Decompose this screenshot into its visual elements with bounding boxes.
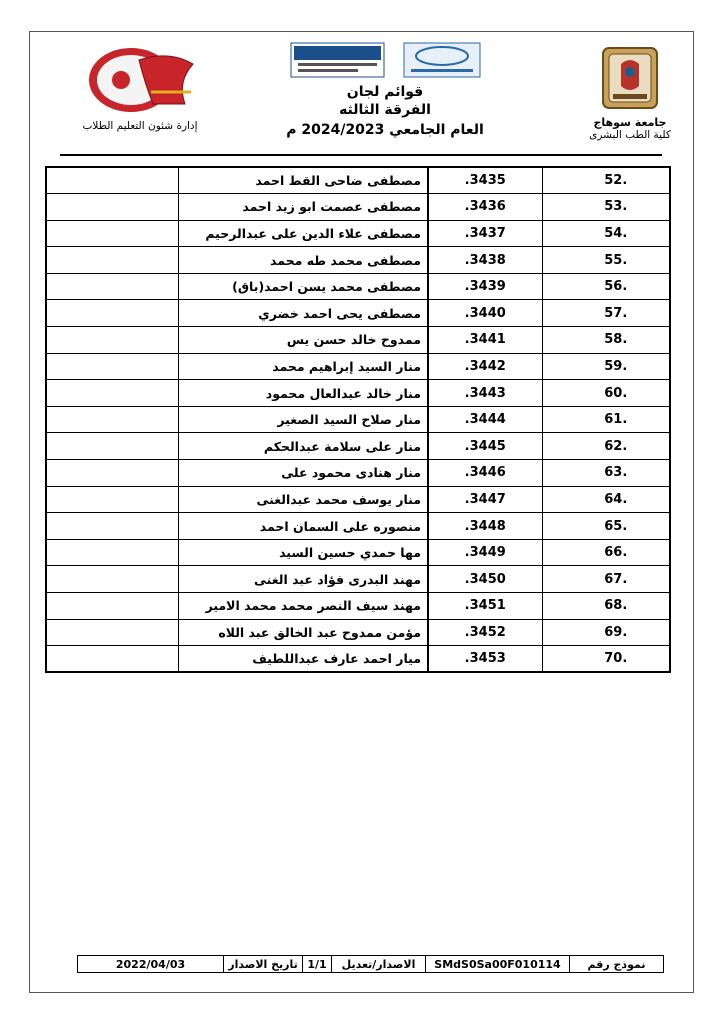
title-block [260,42,510,138]
row-number [542,406,670,433]
signature-cell [46,513,178,540]
signature-cell [46,593,178,620]
table-row [46,539,670,566]
seat-number: 3445. [428,433,542,460]
signature-cell [46,273,178,300]
row-number [542,566,670,593]
seat-number: 3435. [428,167,542,194]
signature-cell [46,460,178,487]
row-number-text: .60 [604,385,628,401]
student-name: منصوره على السمان احمد [178,513,428,540]
seat-number: 3453. [428,646,542,673]
row-number-text: .62 [604,438,628,454]
student-name: مصطفى محمد يسن احمد(باق) [178,273,428,300]
title-academic-year: العام الجامعي 2024/2023 م [286,122,484,138]
row-number [542,247,670,274]
row-number [542,167,670,194]
student-affairs-department: إدارة شئون التعليم الطلاب [82,120,198,132]
issue-date-label: تاريخ الاصدار [223,955,303,973]
student-name: مها حمدي حسين السيد [178,539,428,566]
table-row [46,167,670,194]
row-number-text: .55 [604,252,628,268]
seat-number: 3436. [428,194,542,221]
student-name: منار خالد عبدالعال محمود [178,380,428,407]
table-row [46,380,670,407]
table-row [46,327,670,354]
row-number-text: .63 [604,465,628,481]
row-number-text: .53 [604,199,628,215]
student-name: منار صلاح السيد الصغير [178,406,428,433]
signature-cell [46,194,178,221]
row-number-text: .68 [604,598,628,614]
signature-cell [46,566,178,593]
student-name: مهند البدرى فؤاد عبد الغنى [178,566,428,593]
seat-number: 3441. [428,327,542,354]
row-number-text: .65 [604,518,628,534]
university-seal-icon [595,42,665,114]
row-number [542,273,670,300]
row-number [542,353,670,380]
university-block [575,42,685,141]
student-name: ميار احمد عارف عبداللطيف [178,646,428,673]
signature-cell [46,539,178,566]
signature-cell [46,406,178,433]
faculty-name: كلية الطب البشرى [589,129,671,141]
table-row [46,353,670,380]
title-committee-lists: قوائم لجان [346,84,424,100]
seat-number: 3446. [428,460,542,487]
signature-cell [46,486,178,513]
row-number-text: .70 [604,651,628,667]
row-number [542,220,670,247]
row-number-text: .58 [604,332,628,348]
student-name: منار هنادى محمود على [178,460,428,487]
student-name: مهند سيف النصر محمد محمد الامير [178,593,428,620]
seat-number: 3449. [428,539,542,566]
row-number-text: .64 [604,491,628,507]
seat-number: 3448. [428,513,542,540]
signature-cell [46,327,178,354]
row-number [542,194,670,221]
table-row [46,194,670,221]
student-name: مصطفى محمد طه محمد [178,247,428,274]
issue-date-value: 2022/04/03 [77,955,224,973]
table-row [46,406,670,433]
title-year-level: الفرقة الثالثه [339,102,431,118]
row-number [542,593,670,620]
row-number [542,380,670,407]
row-number [542,327,670,354]
table-row [46,593,670,620]
student-name: مصطفى علاء الدين على عبدالرحيم [178,220,428,247]
row-number [542,460,670,487]
signature-cell [46,380,178,407]
signature-cell [46,646,178,673]
seat-number: 3440. [428,300,542,327]
header-divider [60,154,662,156]
student-name: منار يوسف محمد عبدالغنى [178,486,428,513]
row-number-text: .56 [604,279,628,295]
student-name: منار السيد إبراهيم محمد [178,353,428,380]
seat-number: 3444. [428,406,542,433]
table-row [46,646,670,673]
row-number [542,513,670,540]
row-number [542,300,670,327]
roster-table [45,166,671,673]
signature-cell [46,220,178,247]
row-number [542,646,670,673]
signature-cell [46,619,178,646]
aja-certification-badge-icon [403,42,481,80]
student-name: مصطفى يحى احمد خضري [178,300,428,327]
row-number-text: .61 [604,412,628,428]
form-number-label: نموذج رقم [569,955,664,973]
table-row [46,220,670,247]
seat-number: 3442. [428,353,542,380]
signature-cell [46,247,178,274]
table-row [46,566,670,593]
row-number-text: .69 [604,624,628,640]
seat-number: 3439. [428,273,542,300]
seat-number: 3452. [428,619,542,646]
signature-cell [46,300,178,327]
student-name: مصطفى عصمت ابو زيد احمد [178,194,428,221]
row-number [542,486,670,513]
table-row [46,513,670,540]
department-block [65,42,215,132]
row-number-text: .52 [604,173,628,189]
signature-cell [46,353,178,380]
seat-number: 3447. [428,486,542,513]
row-number [542,433,670,460]
university-name: جامعة سوهاج [593,116,667,129]
form-number-value: SMdS0Sa00F010114 [425,955,570,973]
student-name: مصطفى ضاحى القط احمد [178,167,428,194]
student-name: ممدوح خالد حسن يس [178,327,428,354]
table-row [46,433,670,460]
egac-accreditation-badge-icon [290,42,385,80]
seat-number: 3438. [428,247,542,274]
seat-number: 3437. [428,220,542,247]
table-row [46,247,670,274]
seat-number: 3451. [428,593,542,620]
form-footer [76,955,664,973]
student-name: مؤمن ممدوح عبد الخالق عبد اللاه [178,619,428,646]
signature-cell [46,167,178,194]
table-row [46,273,670,300]
row-number-text: .57 [604,305,628,321]
issue-label: الاصدار/تعديل [331,955,426,973]
table-row [46,300,670,327]
row-number [542,619,670,646]
issue-value: 1/1 [302,955,332,973]
student-name: منار على سلامة عبدالحكم [178,433,428,460]
table-row [46,460,670,487]
faculty-logo-icon [81,42,199,114]
table-row [46,486,670,513]
row-number-text: .59 [604,358,628,374]
row-number [542,539,670,566]
signature-cell [46,433,178,460]
row-number-text: .66 [604,545,628,561]
seat-number: 3450. [428,566,542,593]
seat-number: 3443. [428,380,542,407]
table-row [46,619,670,646]
row-number-text: .54 [604,225,628,241]
row-number-text: .67 [604,571,628,587]
